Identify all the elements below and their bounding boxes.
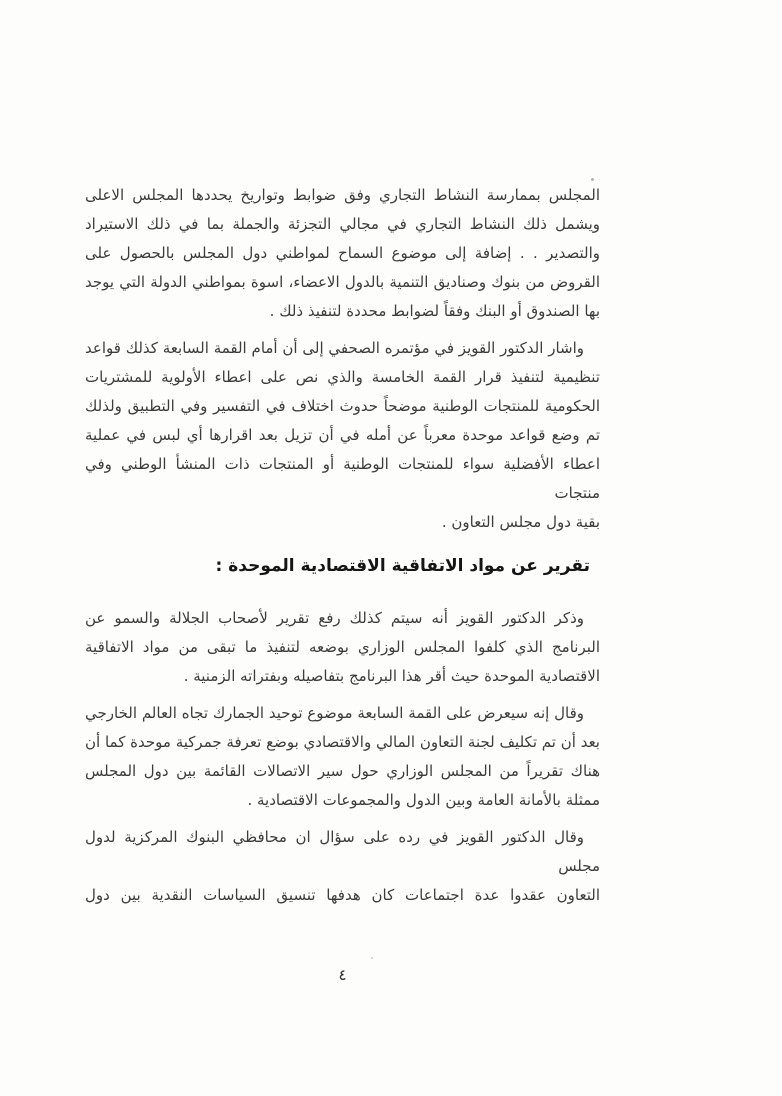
- text-line: الاقتصادية الموحدة حيث أقر هذا البرنامج بتفاصيله وبفتراته الزمنية .: [183, 667, 600, 685]
- text-line: واشار الدكتور القويز في مؤتمره الصحفي إلى أن أمام القمة السابعة كذلك قواعد: [85, 339, 584, 357]
- text-line: التعاون عقدوا عدة اجتماعات كان هدفها تنسيق السياسات النقدية بين دول: [85, 886, 600, 904]
- paragraph: [85, 604, 600, 691]
- scan-speck: [371, 957, 373, 959]
- text-line: ويشمل ذلك النشاط التجاري في مجالي التجزئة والجملة بما في ذلك الاستيراد: [85, 215, 600, 233]
- text-line: هناك تقريراً من المجلس الوزاري حول سير الاتصالات القائمة بين دول المجلس: [85, 762, 600, 780]
- paragraph: [85, 181, 600, 326]
- page-number: ٤: [338, 966, 347, 984]
- paragraph: [85, 823, 600, 910]
- text-line: ممثلة بالأمانة العامة وبين الدول والمجموعات الاقتصادية .: [247, 791, 600, 809]
- paragraph: [85, 334, 600, 537]
- paragraph: [85, 699, 600, 815]
- text-line: الحكومية للمنتجات الوطنية موضحاً حدوث اختلاف في التفسير وفي التطبيق ولذلك: [85, 397, 600, 415]
- text-line: تنظيمية لتنفيذ قرار القمة الخامسة والذي نص على اعطاء الأولوية للمشتريات: [85, 368, 600, 386]
- section-heading: تقرير عن مواد الاتفاقية الاقتصادية الموحدة :: [215, 556, 590, 576]
- text-line: بها الصندوق أو البنك وفقاً لضوابط محددة لتنفيذ ذلك .: [269, 302, 600, 320]
- text-line: وقال الدكتور القويز في رده على سؤال ان محافظي البنوك المركزية لدول مجلس: [85, 828, 600, 875]
- text-line: المجلس بممارسة النشاط التجاري وفق ضوابط وتواريخ يحددها المجلس الاعلى: [85, 186, 600, 204]
- text-line: والتصدير . . إضافة إلى موضوع السماح لمواطني دول المجلس بالحصول على: [85, 244, 600, 262]
- text-line: القروض من بنوك وصناديق التنمية بالدول الاعضاء، اسوة بمواطني الدولة التي يوجد: [85, 273, 600, 291]
- text-block: [85, 181, 600, 910]
- text-line: تم وضع قواعد موحدة معرباً عن أمله في أن تزيل بعد اقرارها أي لبس في عملية: [85, 426, 600, 444]
- text-line: وقال إنه سيعرض على القمة السابعة موضوع توحيد الجمارك تجاه العالم الخارجي: [85, 704, 584, 722]
- scan-speck: [591, 178, 594, 181]
- text-line: وذكر الدكتور القويز أنه سيتم كذلك رفع تقرير لأصحاب الجلالة والسمو عن: [85, 609, 584, 627]
- text-line: اعطاء الأفضلية سواء للمنتجات الوطنية أو المنتجات ذات المنشأ الوطني وفي منتجات: [85, 455, 600, 502]
- text-line: بقية دول مجلس التعاون .: [441, 513, 600, 531]
- text-line: بعد أن تم تكليف لجنة التعاون المالي والاقتصادي بوضع تعرفة جمركية موحدة كما أن: [85, 733, 600, 751]
- text-line: البرنامج الذي كلفوا المجلس الوزاري بوضعه لتنفيذ ما تبقى من مواد الاتفاقية: [85, 638, 600, 656]
